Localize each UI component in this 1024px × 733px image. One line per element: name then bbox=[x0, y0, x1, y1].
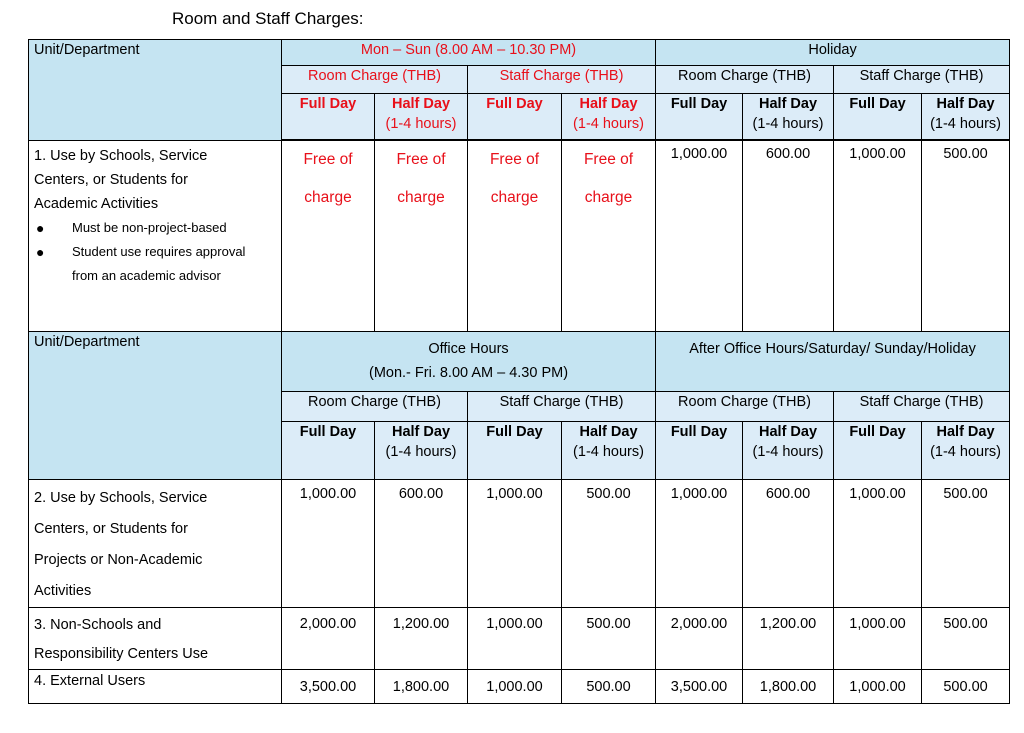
staff-charge-header: Staff Charge (THB) bbox=[834, 66, 1010, 94]
section2-period-a: Office Hours (Mon.- Fri. 8.00 AM – 4.30 PM) bbox=[282, 332, 656, 392]
bullet-item: ● Student use requires approval bbox=[34, 240, 276, 264]
staff-charge-header: Staff Charge (THB) bbox=[468, 66, 656, 94]
full-day-header: Full Day bbox=[282, 94, 375, 140]
bullet-item: from an academic advisor bbox=[72, 268, 221, 283]
full-day-header: Full Day bbox=[834, 94, 922, 140]
table-cell: 3,500.00 bbox=[656, 670, 743, 704]
page-title: Room and Staff Charges: bbox=[172, 9, 364, 28]
table-cell: 500.00 bbox=[562, 670, 656, 704]
half-day-header: Half Day (1-4 hours) bbox=[562, 422, 656, 480]
table-cell: 1,200.00 bbox=[375, 608, 468, 670]
bullet-item: ● Must be non-project-based bbox=[34, 216, 276, 240]
full-day-header: Full Day bbox=[834, 422, 922, 480]
table-row bbox=[29, 670, 1010, 704]
bullet-icon: ● bbox=[36, 244, 45, 260]
full-day-header: Full Day bbox=[468, 422, 562, 480]
table-cell: 1,000.00 bbox=[834, 480, 922, 608]
table-cell: 3,500.00 bbox=[282, 670, 375, 704]
staff-charge-header: Staff Charge (THB) bbox=[834, 392, 1010, 422]
room-charge-header: Room Charge (THB) bbox=[656, 66, 834, 94]
table-cell: 500.00 bbox=[922, 608, 1010, 670]
table-cell: 1,000.00 bbox=[468, 480, 562, 608]
unit-department-label: Unit/Department bbox=[34, 42, 140, 58]
unit-description bbox=[29, 141, 282, 332]
staff-charge-header: Staff Charge (THB) bbox=[468, 392, 656, 422]
table-cell: 1,000.00 bbox=[656, 141, 743, 332]
table-cell: 500.00 bbox=[922, 480, 1010, 608]
table-cell: 1,000.00 bbox=[656, 480, 743, 608]
half-day-header: Half Day (1-4 hours) bbox=[922, 422, 1010, 480]
half-day-header: Half Day (1-4 hours) bbox=[922, 94, 1010, 140]
full-day-header: Full Day bbox=[656, 94, 743, 140]
table-row bbox=[29, 480, 1010, 608]
section2-period-b: After Office Hours/Saturday/ Sunday/Holiday bbox=[656, 332, 1010, 392]
unit-description: 2. Use by Schools, Service Centers, or Students for Projects or Non-Academic Activities bbox=[29, 480, 282, 608]
table-row bbox=[29, 608, 1010, 670]
table-cell: 600.00 bbox=[743, 480, 834, 608]
section1-period-row bbox=[29, 40, 1010, 66]
room-charge-header: Room Charge (THB) bbox=[282, 66, 468, 94]
free-of-charge-cell: Free of charge bbox=[282, 141, 375, 332]
full-day-header: Full Day bbox=[468, 94, 562, 140]
table-cell: 1,000.00 bbox=[834, 608, 922, 670]
bullet-icon: ● bbox=[36, 220, 45, 236]
table-cell: 2,000.00 bbox=[282, 608, 375, 670]
section1-period-a: Mon – Sun (8.00 AM – 10.30 PM) bbox=[282, 40, 656, 66]
table-row bbox=[29, 141, 1010, 332]
table-cell: 1,000.00 bbox=[468, 608, 562, 670]
free-of-charge-cell: Free of charge bbox=[468, 141, 562, 332]
room-charge-header: Room Charge (THB) bbox=[656, 392, 834, 422]
unit-description: 4. External Users bbox=[29, 670, 282, 704]
table-cell: 500.00 bbox=[922, 670, 1010, 704]
table-cell: 500.00 bbox=[562, 480, 656, 608]
unit-department-label: Unit/Department bbox=[34, 334, 140, 350]
full-day-header: Full Day bbox=[656, 422, 743, 480]
table-cell: 1,000.00 bbox=[468, 670, 562, 704]
room-charge-header: Room Charge (THB) bbox=[282, 392, 468, 422]
section2-unit-header bbox=[29, 332, 282, 480]
half-day-header: Half Day (1-4 hours) bbox=[375, 94, 468, 140]
full-day-header: Full Day bbox=[282, 422, 375, 480]
half-day-header: Half Day (1-4 hours) bbox=[562, 94, 656, 140]
unit-description: 3. Non-Schools and Responsibility Centers Use bbox=[29, 608, 282, 670]
table-cell: 500.00 bbox=[562, 608, 656, 670]
table-cell: 2,000.00 bbox=[656, 608, 743, 670]
table-cell: 500.00 bbox=[922, 141, 1010, 332]
description-line: Centers, or Students for bbox=[34, 172, 188, 188]
table-cell: 1,000.00 bbox=[282, 480, 375, 608]
description-line: 1. Use by Schools, Service bbox=[34, 148, 208, 164]
half-day-header: Half Day (1-4 hours) bbox=[743, 422, 834, 480]
section1-period-b: Holiday bbox=[656, 40, 1010, 66]
charges-table bbox=[28, 39, 1010, 704]
section2-period-row bbox=[29, 332, 1010, 392]
description-line: Academic Activities bbox=[34, 196, 159, 212]
table-cell: 1,000.00 bbox=[834, 670, 922, 704]
table-cell: 1,200.00 bbox=[743, 608, 834, 670]
half-day-header: Half Day (1-4 hours) bbox=[375, 422, 468, 480]
free-of-charge-cell: Free of charge bbox=[562, 141, 656, 332]
table-cell: 600.00 bbox=[375, 480, 468, 608]
table-cell: 600.00 bbox=[743, 141, 834, 332]
section1-unit-header bbox=[29, 40, 282, 141]
table-cell: 1,000.00 bbox=[834, 141, 922, 332]
half-day-header: Half Day (1-4 hours) bbox=[743, 94, 834, 140]
table-cell: 1,800.00 bbox=[743, 670, 834, 704]
table-cell: 1,800.00 bbox=[375, 670, 468, 704]
free-of-charge-cell: Free of charge bbox=[375, 141, 468, 332]
